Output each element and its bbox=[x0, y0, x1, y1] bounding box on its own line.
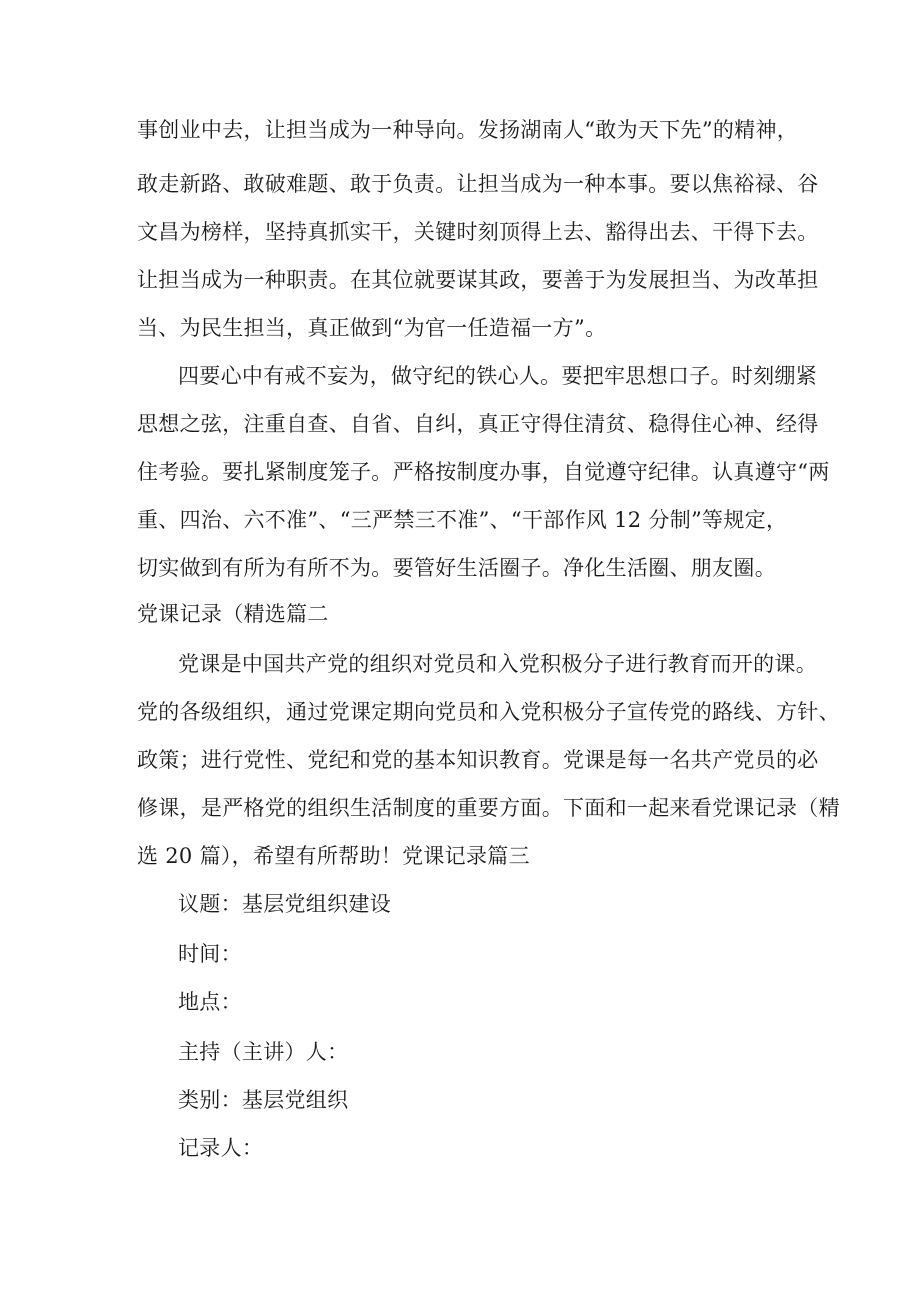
paragraph-line: 文昌为榜样，坚持真抓实干，关键时刻顶得上去、豁得出去、干得下去。 bbox=[137, 220, 819, 244]
paragraph-line: 当、为民生担当，真正做到“为官一任造福一方”。 bbox=[137, 316, 607, 340]
record-field-time: 时间： bbox=[178, 942, 242, 966]
section-heading: 党课记录（精选篇二 bbox=[137, 602, 329, 626]
paragraph-line: 切实做到有所为有所不为。要管好生活圈子。净化生活圈、朋友圈。 bbox=[137, 556, 776, 580]
paragraph-line: 住考验。要扎紧制度笼子。严格按制度办事，自觉遵守纪律。认真遵守“两 bbox=[137, 460, 830, 484]
paragraph-line: 重、四治、六不准”、“三严禁三不准”、“干部作风 12 分制”等规定， bbox=[137, 508, 788, 532]
paragraph-line: 让担当成为一种职责。在其位就要谋其政，要善于为发展担当、为改革担 bbox=[137, 268, 819, 292]
record-field-location: 地点： bbox=[178, 990, 242, 1014]
paragraph-line: 党的各级组织，通过党课定期向党员和入党积极分子宣传党的路线、方针、 bbox=[137, 700, 840, 724]
paragraph-line: 政策；进行党性、党纪和党的基本知识教育。党课是每一名共产党员的必 bbox=[137, 748, 819, 772]
paragraph-line: 敢走新路、敢破难题、敢于负责。让担当成为一种本事。要以焦裕禄、谷 bbox=[137, 172, 819, 196]
paragraph-line: 事创业中去，让担当成为一种导向。发扬湖南人“敢为天下先”的精神， bbox=[137, 118, 799, 142]
record-field-topic: 议题：基层党组织建设 bbox=[178, 892, 391, 916]
paragraph-line: 党课是中国共产党的组织对党员和入党积极分子进行教育而开的课。 bbox=[178, 652, 817, 676]
record-field-category: 类别：基层党组织 bbox=[178, 1088, 349, 1112]
record-field-host: 主持（主讲）人： bbox=[178, 1040, 349, 1064]
paragraph-line: 思想之弦，注重自查、自省、自纠，真正守得住清贫、稳得住心神、经得 bbox=[137, 412, 819, 436]
paragraph-line: 选 20 篇），希望有所帮助！党课记录篇三 bbox=[137, 844, 530, 868]
paragraph-line: 修课，是严格党的组织生活制度的重要方面。下面和一起来看党课记录（精 bbox=[137, 796, 840, 820]
paragraph-line: 四要心中有戒不妄为，做守纪的铁心人。要把牢思想口子。时刻绷紧 bbox=[178, 364, 817, 388]
record-field-recorder: 记录人： bbox=[178, 1136, 264, 1160]
